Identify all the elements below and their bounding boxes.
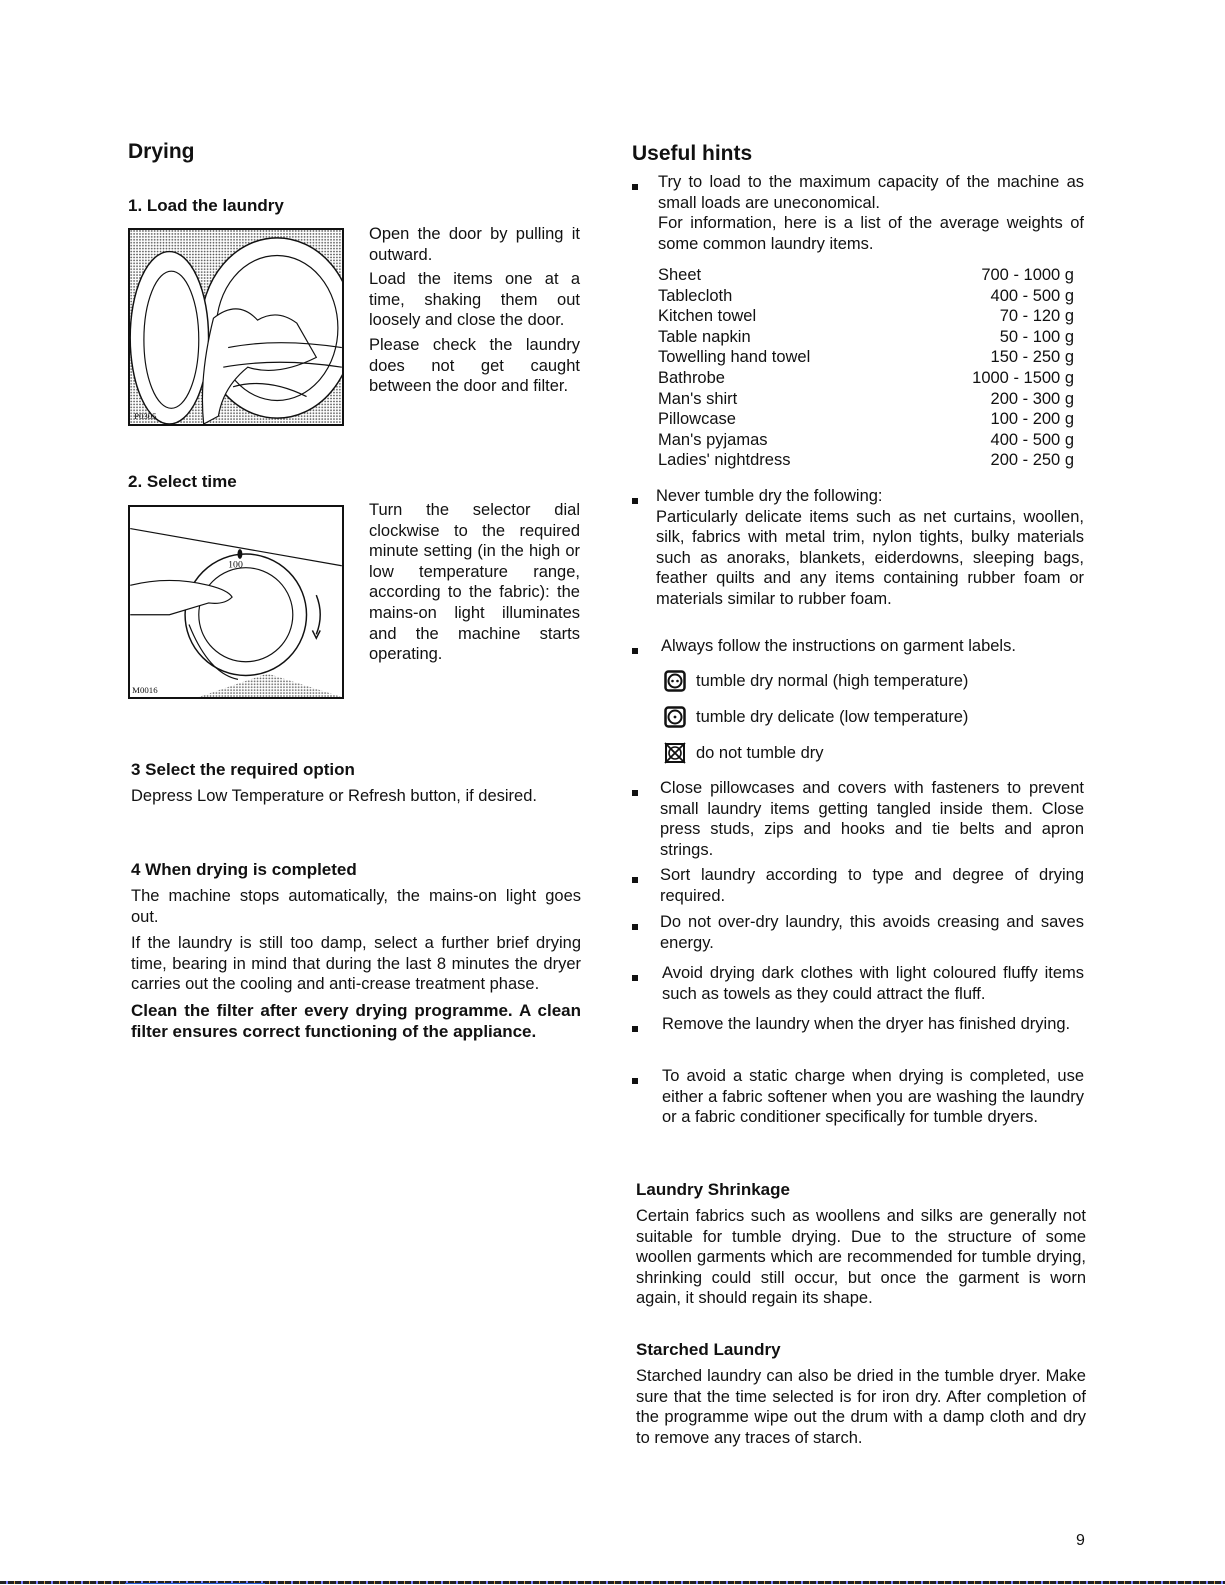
bullet-icon [632, 498, 638, 504]
weights-row: Tablecloth 400 - 500 g [658, 286, 1074, 305]
hint-avoid-dark-clothes: Avoid drying dark clothes with light coloured fluffy items such as towels as they could attract the fluff. [662, 964, 1084, 1003]
step1-para-3: Please check the laundry does not get caught between the door and filter. [369, 335, 580, 396]
bullet-icon [632, 1026, 638, 1032]
hint-close-pillowcases: Close pillowcases and covers with fasteners to prevent small laundry items getting tangled inside them. Close press studs, zips and hooks and tie belts and apron strings. [660, 779, 1084, 859]
shrinkage-heading: Laundry Shrinkage [636, 1180, 790, 1199]
selector-dial-hand-icon [130, 507, 342, 697]
section-title-useful-hints: Useful hints [632, 142, 753, 165]
starched-text: Starched laundry can also be dried in the tumble dryer. Make sure that the time selected is for iron dry. After completion of the programme wipe out the drum with a damp cloth and dry to remove any traces of starch. [636, 1367, 1086, 1447]
tumble-dry-normal-icon [664, 670, 686, 692]
bullet-icon [632, 924, 638, 930]
load-laundry-illustration [128, 228, 344, 426]
weights-row: Man's pyjamas 400 - 500 g [658, 430, 1074, 449]
step4-text [131, 886, 581, 1042]
hint-do-not-overdry: Do not over-dry laundry, this avoids creasing and saves energy. [660, 913, 1084, 952]
weights-row: Table napkin 50 - 100 g [658, 327, 1074, 346]
step1-text [369, 224, 580, 397]
washer-drum-hand-icon [130, 230, 342, 424]
weights-row: Pillowcase 100 - 200 g [658, 410, 1074, 429]
do-not-tumble-dry-icon [664, 742, 686, 764]
bullet-icon [632, 648, 638, 654]
svg-text:P0305: P0305 [134, 411, 157, 422]
tumble-dry-delicate-icon [664, 706, 686, 728]
symbol-label: do not tumble dry [696, 743, 824, 762]
hint-static-charge: To avoid a static charge when drying is completed, use either a fabric softener when you are washing the laundry or a fabric conditioner specifically for tumble dryers. [662, 1067, 1084, 1127]
step4-heading: 4 When drying is completed [131, 860, 357, 879]
clean-filter-warning: Clean the filter after every drying programme. A clean filter ensures correct functioning of the appliance. [131, 1000, 581, 1041]
step4-para-2: If the laundry is still too damp, select a further brief drying time, bearing in mind that during the last 8 minutes the dryer carries out the cooling and anti-crease treatment phase. [131, 934, 581, 994]
hint-remove-laundry: Remove the laundry when the dryer has finished drying. [662, 1015, 1071, 1033]
symbol-row-do-not [664, 742, 824, 764]
section-title-drying: Drying [128, 140, 195, 163]
step1-para-1: Open the door by pulling it outward. [369, 225, 580, 264]
bullet-icon [632, 1078, 638, 1084]
step1-heading: 1. Load the laundry [128, 196, 284, 215]
hint-never-tumble-dry-lead: Never tumble dry the following: [656, 487, 883, 505]
bullet-icon [632, 975, 638, 981]
hint-sort-laundry: Sort laundry according to type and degree of drying required. [660, 866, 1084, 905]
step3-text: Depress Low Temperature or Refresh button, if desired. [131, 787, 537, 805]
weights-row: Bathrobe 1000 - 1500 g [658, 368, 1074, 387]
shrinkage-text: Certain fabrics such as woollens and silks are generally not suitable for tumble drying. Due to the structure of some woollen garments which are recommended for tumble drying, shrinking could still occur, but once the garment is worn again, it should regain its shape. [636, 1207, 1086, 1308]
hint-garment-labels: Always follow the instructions on garment labels. [661, 637, 1016, 655]
select-time-illustration [128, 505, 344, 699]
bullet-icon [632, 184, 638, 190]
step2-text: Turn the selector dial clockwise to the required minute setting (in the high or low temperature range, according to the fabric): the mains-on light illuminates and the machine starts operating. [369, 501, 580, 664]
svg-text:100: 100 [228, 559, 243, 571]
bullet-icon [632, 790, 638, 796]
laundry-weights-table [658, 265, 1074, 471]
step2-heading: 2. Select time [128, 472, 237, 491]
weights-row: Man's shirt 200 - 300 g [658, 389, 1074, 408]
svg-text:M0016: M0016 [132, 685, 158, 696]
weights-row: Towelling hand towel 150 - 250 g [658, 348, 1074, 367]
hint-max-capacity-text: Try to load to the maximum capacity of the machine as small loads are uneconomical. [658, 173, 1084, 212]
page-number: 9 [1076, 1532, 1085, 1549]
weights-row: Sheet 700 - 1000 g [658, 266, 1074, 284]
symbol-label: tumble dry normal (high temperature) [696, 671, 969, 690]
hint-never-tumble-dry [656, 486, 1084, 610]
weights-row: Ladies' nightdress 200 - 250 g [658, 451, 1074, 470]
hint-weights-intro: For information, here is a list of the average weights of some common laundry items. [658, 214, 1084, 253]
weights-row: Kitchen towel 70 - 120 g [658, 307, 1074, 326]
symbol-label: tumble dry delicate (low temperature) [696, 707, 969, 726]
symbol-row-delicate [664, 706, 968, 728]
link-underline [125, 1583, 265, 1584]
hint-never-tumble-dry-text: Particularly delicate items such as net curtains, woollen, silk, fabrics with metal trim, nylon tights, bulky materials such as anoraks, blankets, eiderdowns, sleeping bags, feather quilts and any items containing rubber foam or materials similar to rubber foam. [656, 507, 1084, 608]
step1-para-2: Load the items one at a time, shaking them out loosely and close the door. [369, 270, 580, 330]
bullet-icon [632, 877, 638, 883]
hint-max-capacity [658, 172, 1084, 254]
starched-heading: Starched Laundry [636, 1340, 781, 1359]
symbol-row-normal [664, 670, 968, 692]
step3-heading: 3 Select the required option [131, 760, 355, 779]
step4-para-1: The machine stops automatically, the mains-on light goes out. [131, 887, 581, 926]
